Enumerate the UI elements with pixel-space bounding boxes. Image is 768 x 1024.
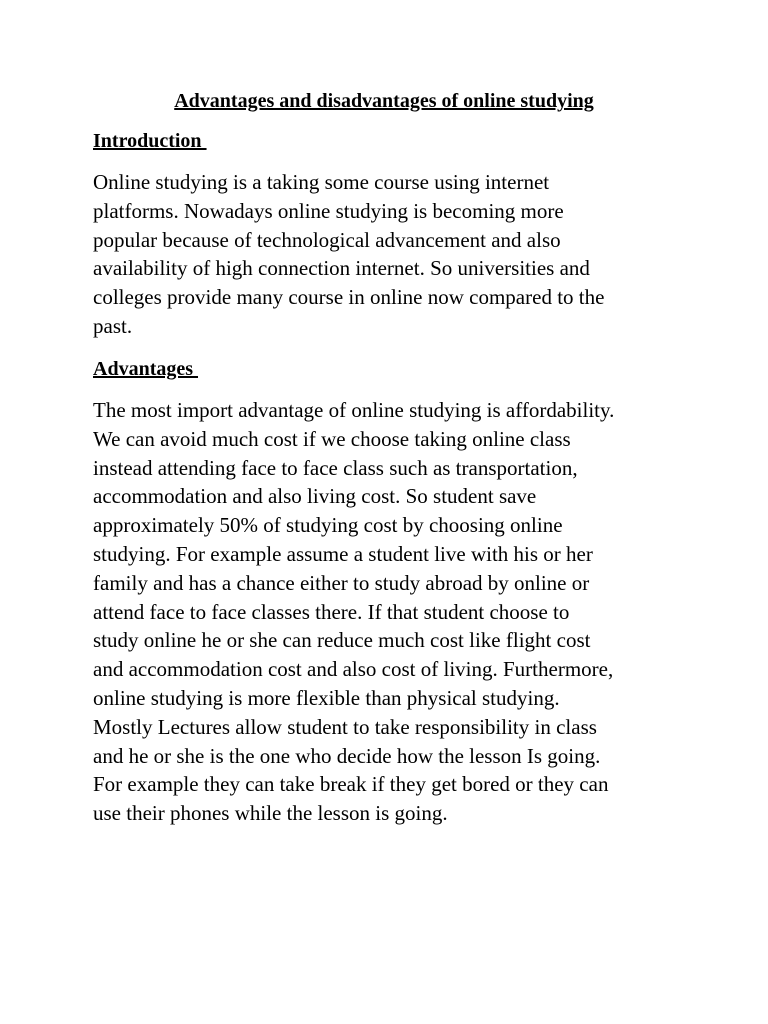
- text-line: colleges provide many course in online now compared to the: [93, 285, 605, 310]
- advantages-paragraph: [93, 396, 693, 828]
- text-line: and he or she is the one who decide how the lesson Is going.: [93, 743, 601, 768]
- document-title: Advantages and disadvantages of online studying: [174, 90, 594, 112]
- text-line: attend face to face classes there. If that student choose to: [93, 599, 570, 624]
- text-line: past.: [93, 313, 133, 338]
- section-heading-advantages: Advantages: [93, 358, 199, 380]
- introduction-paragraph: [93, 168, 693, 341]
- text-line: approximately 50% of studying cost by choosing online: [93, 513, 563, 538]
- text-line: use their phones while the lesson is going.: [93, 801, 448, 826]
- text-line: and accommodation cost and also cost of living. Furthermore,: [93, 657, 614, 682]
- text-line: study online he or she can reduce much cost like flight cost: [93, 628, 591, 653]
- text-line: For example they can take break if they get bored or they can: [93, 772, 609, 797]
- text-line: family and has a chance either to study abroad by online or: [93, 570, 590, 595]
- section-heading-introduction: Introduction: [93, 130, 207, 152]
- text-line: instead attending face to face class such as transportation,: [93, 455, 578, 480]
- text-line: online studying is more flexible than physical studying.: [93, 685, 560, 710]
- text-line: Mostly Lectures allow student to take responsibility in class: [93, 714, 597, 739]
- text-line: We can avoid much cost if we choose taking online class: [93, 426, 571, 451]
- text-line: availability of high connection internet. So universities and: [93, 256, 590, 281]
- text-line: Online studying is a taking some course using internet: [93, 170, 550, 194]
- text-line: platforms. Nowadays online studying is becoming more: [93, 198, 564, 223]
- text-line: studying. For example assume a student live with his or her: [93, 541, 593, 566]
- text-line: The most import advantage of online studying is affordability.: [93, 398, 615, 422]
- text-line: popular because of technological advancement and also: [93, 227, 561, 252]
- text-line: accommodation and also living cost. So student save: [93, 484, 537, 509]
